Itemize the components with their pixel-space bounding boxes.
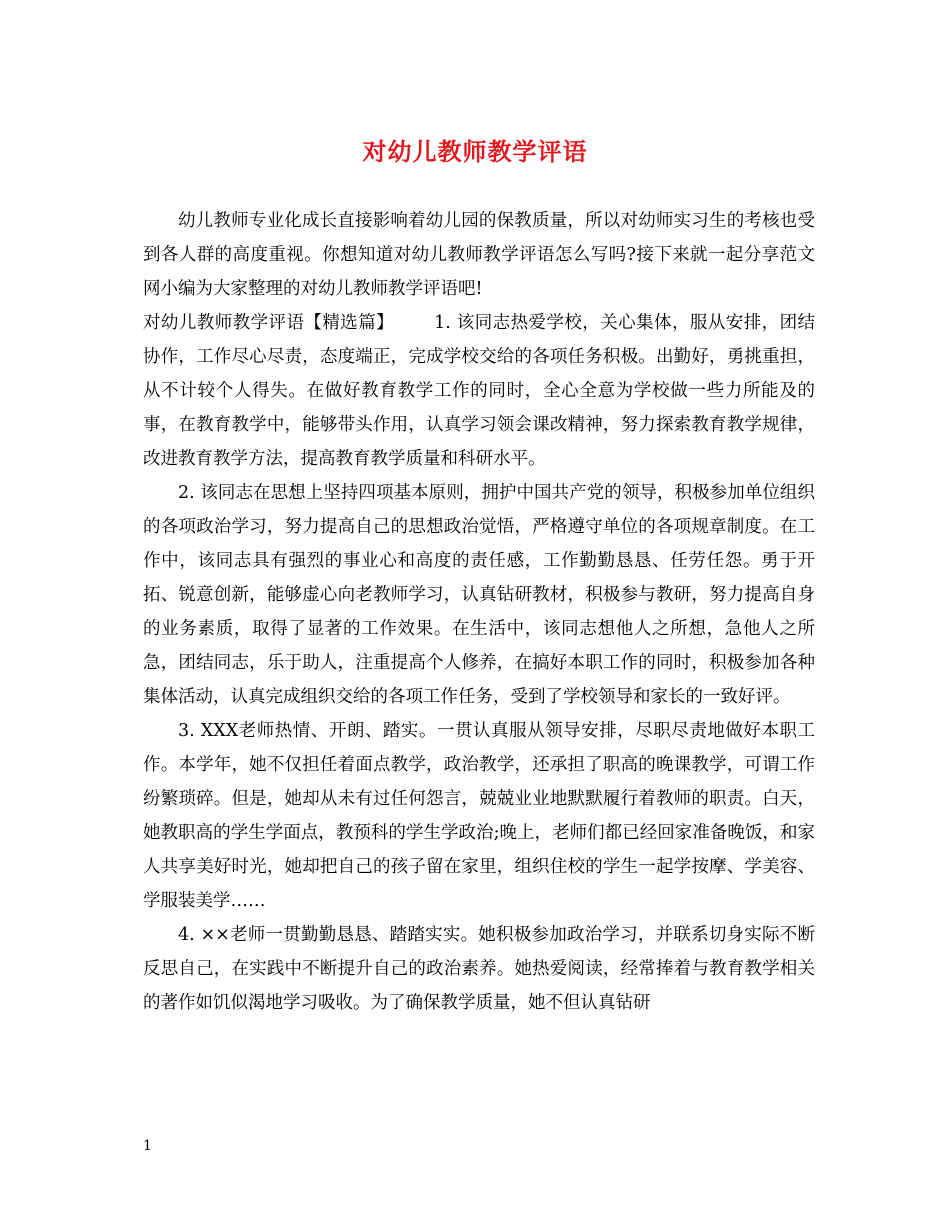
item-2: 2. 该同志在思想上坚持四项基本原则，拥护中国共产党的领导，积极参加单位组织的各项政治学习，努力提高自己的思想政治觉悟，严格遵守单位的各项规章制度。在工作中，该同志具有强烈的事业心和高度的责任感，工作勤勤恳恳、任劳任怨。勇于开拓、锐意创新，能够虚心向老教师学习，认真钻研教材，积极参与教研，努力提高自身的业务素质，取得了显著的工作效果。在生活中，该同志想他人之所想，急他人之所急，团结同志，乐于助人，注重提高个人修养，在搞好本职工作的同时，积极参加各种集体活动，认真完成组织交给的各项工作任务，受到了学校领导和家长的一致好评。: [143, 483, 815, 707]
document-title: 对幼儿教师教学评语: [362, 137, 588, 166]
page-number: 1: [143, 1138, 152, 1154]
item-3: 3. XXX老师热情、开朗、踏实。一贯认真服从领导安排，尽职尽责地做好本职工作。本学年，她不仅担任着面点教学，政治教学，还承担了职高的晚课教学，可谓工作纷繁琐碎。但是，她却从未有过任何怨言，兢兢业业地默默履行着教师的职责。白天，她教职高的学生学面点，教预科的学生学政治;晚上，老师们都已经回家准备晚饭，和家人共享美好时光，她却把自己的孩子留在家里，组织住校的学生一起学按摩、学美容、学服装美学……: [143, 721, 815, 911]
intro-paragraph: 幼儿教师专业化成长直接影响着幼儿园的保教质量，所以对幼师实习生的考核也受到各人群的高度重视。你想知道对幼儿教师教学评语怎么写吗?接下来就一起分享范文网小编为大家整理的对幼儿教师教学评语吧!: [143, 211, 815, 299]
item-1: 1. 该同志热爱学校，关心集体，服从安排，团结协作，工作尽心尽责，态度端正，完成学校交给的各项任务积极。出勤好，勇挑重担，从不计较个人得失。在做好教育教学工作的同时，全心全意为学校做一些力所能及的事，在教育教学中，能够带头作用，认真学习领会课改精神，努力探索教育教学规律，改进教育教学方法，提高教育教学质量和科研水平。: [143, 313, 816, 469]
document-body: [143, 204, 815, 1020]
section-heading: 对幼儿教师教学评语【精选篇】: [143, 313, 395, 333]
section-paragraph: [143, 306, 815, 476]
item-4: 4. ××老师一贯勤勤恳恳、踏踏实实。她积极参加政治学习，并联系切身实际不断反思自己，在实践中不断提升自己的政治素养。她热爱阅读，经常捧着与教育教学相关的著作如饥似渴地学习吸收。为了确保教学质量，她不但认真钻研: [143, 925, 815, 1013]
